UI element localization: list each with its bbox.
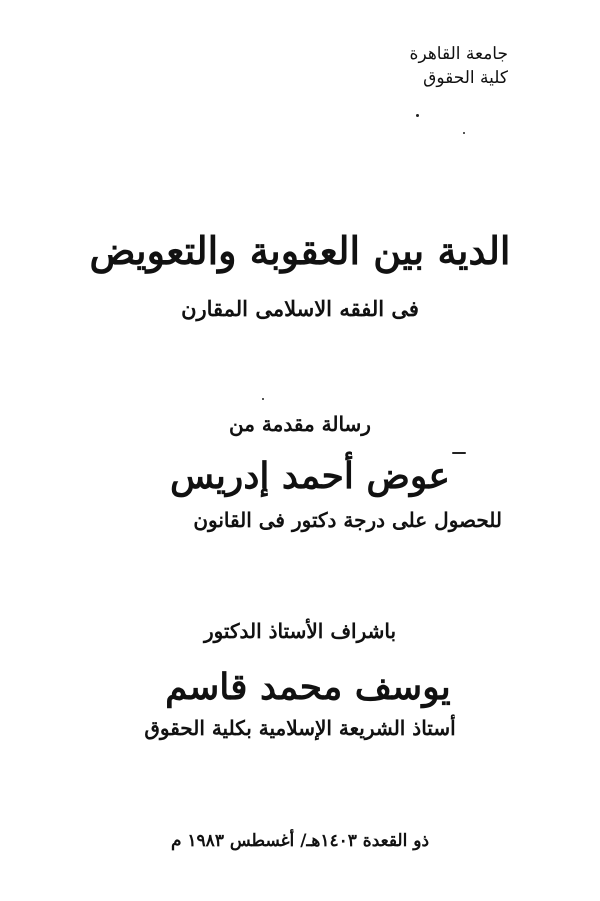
submission-date: ذو القعدة ١٤٠٣هـ/ أغسطس ١٩٨٣ م	[170, 831, 430, 851]
scan-speck	[463, 132, 465, 134]
thesis-subtitle: فى الفقه الاسلامى المقارن	[181, 296, 419, 321]
author-name: عوض أحمد إدريس	[170, 455, 450, 497]
presented-by-label: رسالة مقدمة من	[229, 412, 371, 436]
scan-speck	[416, 114, 419, 117]
scan-speck	[262, 398, 264, 400]
institution-block	[410, 42, 508, 90]
supervisor-title: أستاذ الشريعة الإسلامية بكلية الحقوق	[144, 716, 456, 740]
supervision-label: باشراف الأستاذ الدكتور	[203, 619, 397, 643]
degree-statement: للحصول على درجة دكتور فى القانون	[193, 508, 502, 532]
supervisor-name: يوسف محمد قاسم	[165, 666, 451, 708]
thesis-title: الدية بين العقوبة والتعويض	[89, 228, 511, 273]
scan-speck	[452, 452, 466, 454]
faculty-name: كلية الحقوق	[423, 68, 508, 88]
university-name: جامعة القاهرة	[409, 44, 508, 64]
